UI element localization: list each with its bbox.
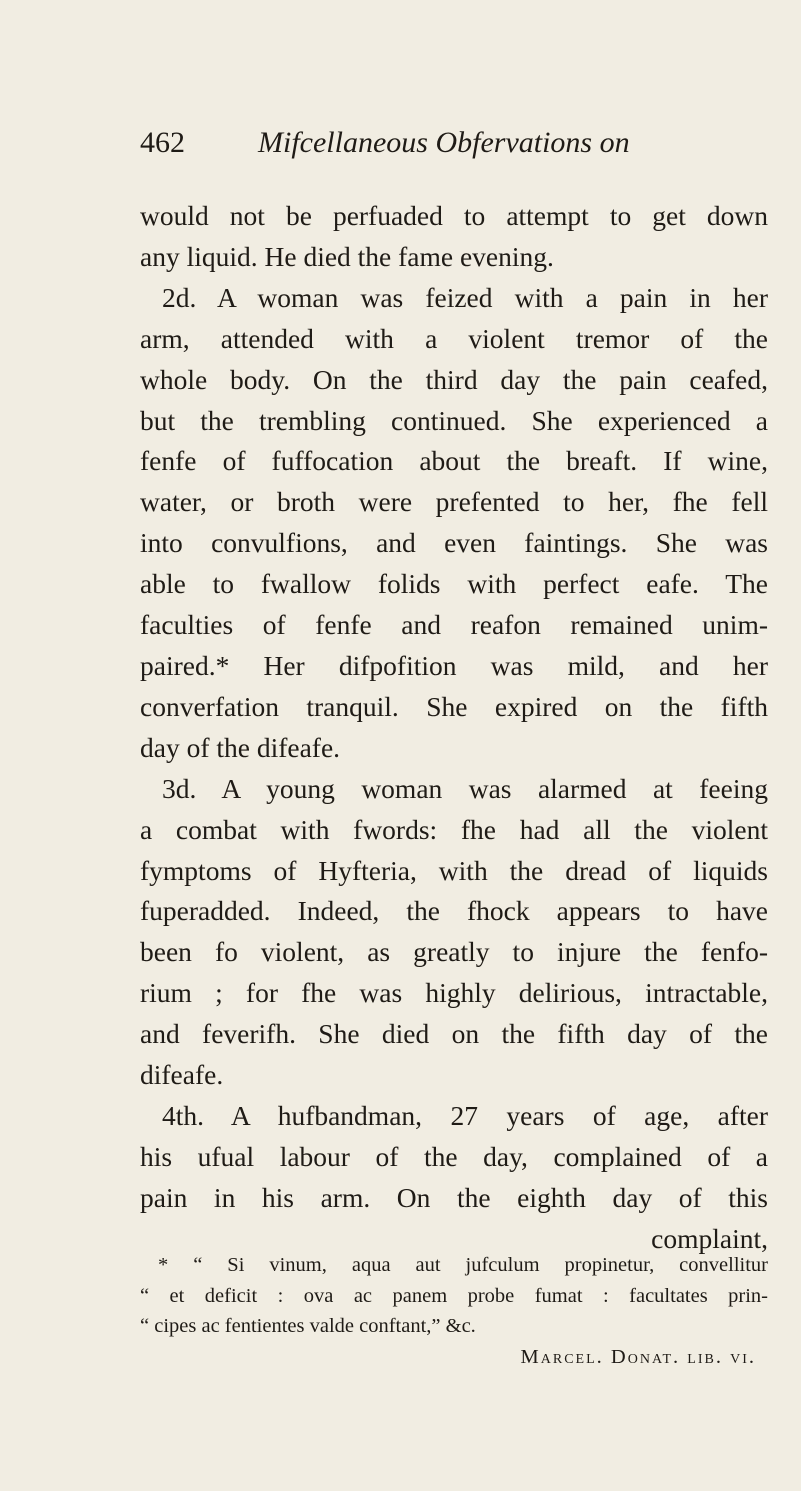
footnote-line: “ et deficit : ova ac panem probe fumat : facultates prin- [140, 1284, 768, 1307]
text-line: 4th. A hufbandman, 27 years of age, after [162, 1099, 768, 1131]
page-header [140, 126, 741, 166]
text-line: fymptoms of Hyfteria, with the dread of liquids [140, 854, 768, 886]
text-line: pain in his arm. On the eighth day of this [140, 1181, 768, 1213]
text-line: but the trembling continued. She experienced a [140, 404, 768, 436]
text-line: would not be perfuaded to attempt to get down [140, 200, 768, 231]
text-line: rium ; for fhe was highly delirious, intractable, [140, 977, 768, 1009]
footnote-line: “ cipes ac fentientes valde conftant,” &c. [140, 1315, 476, 1337]
text-line: fuperadded. Indeed, the fhock appears to have [140, 895, 768, 927]
text-line: whole body. On the third day the pain ceafed, [140, 363, 768, 395]
text-line: into convulfions, and even faintings. She was [140, 527, 768, 559]
text-line: faculties of fenfe and reafon remained unim- [140, 609, 768, 641]
text-line: a combat with fwords: fhe had all the violent [140, 813, 768, 845]
text-line: converfation tranquil. She expired on the fifth [140, 690, 768, 722]
footnote-line: * “ Si vinum, aqua aut jufculum propinetur, convellitur [158, 1254, 768, 1276]
running-title: Mifcellaneous Obfervations on [258, 126, 630, 159]
text-line: water, or broth were prefented to her, fhe fell [140, 486, 768, 518]
footnote [140, 1250, 768, 1372]
text-line: been fo violent, as greatly to injure the fenfo- [140, 936, 768, 968]
text-line: fenfe of fuffocation about the breaft. If wine, [140, 445, 768, 477]
text-line: and feverifh. She died on the fifth day of the [140, 1018, 768, 1050]
text-line: paired.* Her difpofition was mild, and her [140, 649, 768, 681]
text-line: day of the difeafe. [140, 731, 341, 763]
text-line: any liquid. He died the fame evening. [140, 240, 554, 272]
body-text [140, 196, 768, 1260]
text-line: difeafe. [140, 1059, 224, 1091]
text-line: able to fwallow folids with perfect eafe. The [140, 568, 768, 600]
text-line: his ufual labour of the day, complained of a [140, 1140, 768, 1172]
page-number: 462 [140, 126, 185, 159]
text-line: arm, attended with a violent tremor of the [140, 322, 768, 354]
text-line: 3d. A young woman was alarmed at feeing [162, 772, 768, 804]
catchword: complaint, [651, 1222, 768, 1254]
text-line: 2d. A woman was feized with a pain in her [162, 281, 768, 313]
footnote-citation: Marcel. Donat. lib. vi. [520, 1345, 756, 1368]
